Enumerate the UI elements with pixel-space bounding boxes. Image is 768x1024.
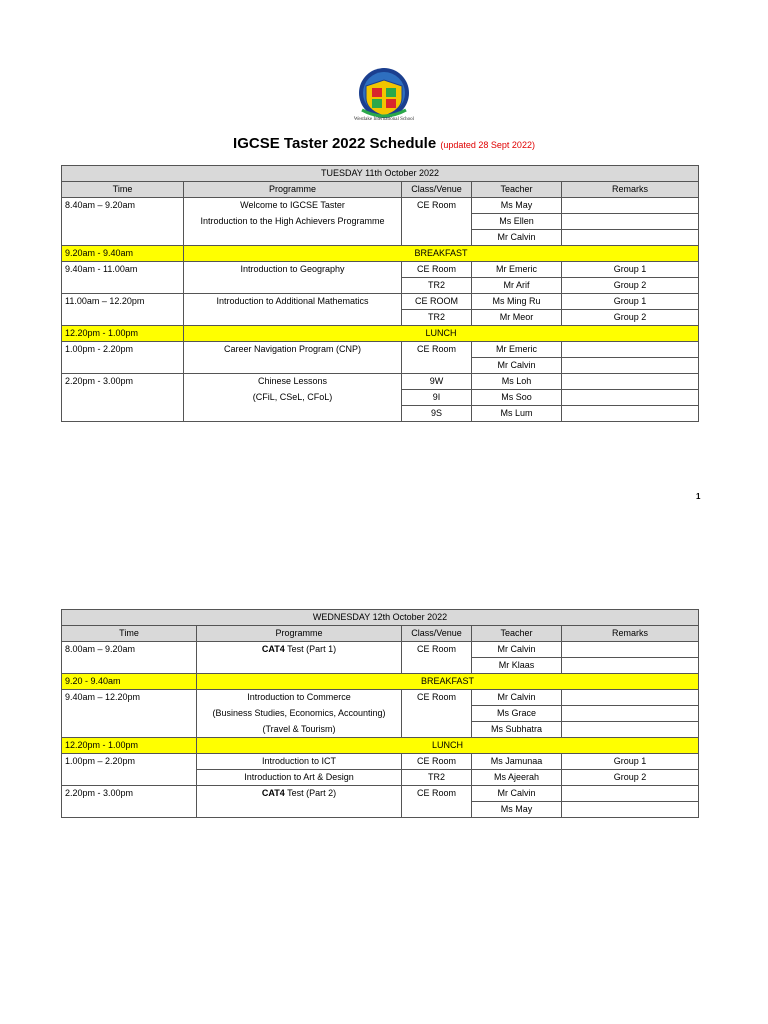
programme-cell: (CFiL, CSeL, CFoL) (184, 390, 402, 406)
day-header-row (62, 166, 699, 182)
teacher-cell: Ms Soo (472, 390, 562, 406)
col-venue: Class/Venue (402, 626, 472, 642)
remarks-cell (562, 230, 699, 246)
table-row (62, 374, 699, 390)
table-row (62, 690, 699, 706)
time-cell: 2.20pm - 3.00pm (62, 786, 197, 818)
col-remarks: Remarks (562, 626, 699, 642)
col-teacher: Teacher (472, 182, 562, 198)
programme-cell: Introduction to ICT (197, 754, 402, 770)
programme-cell: Introduction to Additional Mathematics (184, 294, 402, 326)
remarks-cell (562, 374, 699, 390)
programme-cell: Career Navigation Program (CNP) (184, 342, 402, 374)
teacher-cell: Mr Calvin (472, 230, 562, 246)
teacher-cell: Ms Subhatra (472, 722, 562, 738)
remarks-cell: Group 2 (562, 310, 699, 326)
remarks-cell (562, 690, 699, 706)
teacher-cell: Mr Meor (472, 310, 562, 326)
remarks-cell (562, 722, 699, 738)
table-row (62, 262, 699, 278)
teacher-cell: Mr Klaas (472, 658, 562, 674)
break-label: LUNCH (197, 738, 699, 754)
teacher-cell: Mr Arif (472, 278, 562, 294)
venue-cell: CE Room (402, 262, 472, 278)
remarks-cell (562, 786, 699, 802)
table-row (62, 294, 699, 310)
teacher-cell: Mr Calvin (472, 642, 562, 658)
remarks-cell (562, 406, 699, 422)
programme-cell: (Business Studies, Economics, Accounting) (197, 706, 402, 722)
time-cell: 12.20pm - 1.00pm (62, 738, 197, 754)
remarks-cell (562, 198, 699, 214)
day-header-row (62, 610, 699, 626)
time-cell: 9.40am - 11.00am (62, 262, 184, 294)
page-number: 1 (696, 492, 701, 501)
teacher-cell: Mr Calvin (472, 358, 562, 374)
programme-bold: CAT4 (261, 788, 285, 798)
venue-cell: CE Room (402, 786, 472, 818)
school-name: Westlake International School (353, 117, 415, 122)
programme-cell (197, 786, 402, 818)
venue-cell: 9I (402, 390, 472, 406)
col-time: Time (62, 626, 197, 642)
col-teacher: Teacher (472, 626, 562, 642)
time-cell: 1.00pm - 2.20pm (62, 342, 184, 374)
time-cell: 2.20pm - 3.00pm (62, 374, 184, 422)
col-time: Time (62, 182, 184, 198)
wednesday-schedule-table (61, 609, 699, 818)
remarks-cell: Group 1 (562, 294, 699, 310)
programme-cell (197, 642, 402, 674)
time-cell: 9.20 - 9.40am (62, 674, 197, 690)
remarks-cell: Group 1 (562, 262, 699, 278)
remarks-cell (562, 390, 699, 406)
teacher-cell: Mr Emeric (472, 262, 562, 278)
tuesday-schedule-table (61, 165, 699, 422)
remarks-cell (562, 642, 699, 658)
remarks-cell: Group 2 (562, 770, 699, 786)
programme-cell: Introduction to the High Achievers Programme (184, 214, 402, 230)
table-row (62, 342, 699, 358)
time-cell: 9.40am – 12.20pm (62, 690, 197, 738)
remarks-cell: Group 1 (562, 754, 699, 770)
table-row (62, 642, 699, 658)
break-label: BREAKFAST (184, 246, 699, 262)
remarks-cell (562, 214, 699, 230)
remarks-cell (562, 802, 699, 818)
teacher-cell: Mr Calvin (472, 690, 562, 706)
time-cell: 8.40am – 9.20am (62, 198, 184, 246)
venue-cell: 9W (402, 374, 472, 390)
teacher-cell: Ms Lum (472, 406, 562, 422)
col-remarks: Remarks (562, 182, 699, 198)
break-row (62, 674, 699, 690)
programme-rest: Test (Part 1) (284, 644, 337, 654)
programme-cell: Welcome to IGCSE Taster (184, 198, 402, 214)
programme-cell (184, 230, 402, 246)
remarks-cell (562, 358, 699, 374)
table-row (62, 786, 699, 802)
teacher-cell: Ms May (472, 802, 562, 818)
programme-bold: CAT4 (261, 644, 285, 654)
programme-cell: Introduction to Commerce (197, 690, 402, 706)
break-row (62, 246, 699, 262)
teacher-cell: Ms Ajeerah (472, 770, 562, 786)
break-row (62, 326, 699, 342)
title-text: IGCSE Taster 2022 Schedule (233, 135, 437, 152)
venue-cell: TR2 (402, 310, 472, 326)
programme-rest: Test (Part 2) (284, 788, 337, 798)
col-programme: Programme (197, 626, 402, 642)
venue-cell: CE Room (402, 690, 472, 738)
venue-cell: TR2 (402, 278, 472, 294)
programme-cell: Introduction to Geography (184, 262, 402, 294)
col-programme: Programme (184, 182, 402, 198)
venue-cell: CE Room (402, 754, 472, 770)
day-label: WEDNESDAY 12th October 2022 (62, 610, 699, 626)
teacher-cell: Ms Loh (472, 374, 562, 390)
time-cell: 8.00am – 9.20am (62, 642, 197, 674)
remarks-cell (562, 342, 699, 358)
day-label: TUESDAY 11th October 2022 (62, 166, 699, 182)
venue-cell: CE ROOM (402, 294, 472, 310)
table-row (62, 198, 699, 214)
venue-cell: CE Room (402, 342, 472, 374)
remarks-cell (562, 706, 699, 722)
programme-cell: (Travel & Tourism) (197, 722, 402, 738)
teacher-cell: Ms Jamunaa (472, 754, 562, 770)
column-header-row (62, 626, 699, 642)
table-row (62, 754, 699, 770)
break-label: BREAKFAST (197, 674, 699, 690)
teacher-cell: Mr Calvin (472, 786, 562, 802)
time-cell: 9.20am - 9.40am (62, 246, 184, 262)
column-header-row (62, 182, 699, 198)
teacher-cell: Mr Emeric (472, 342, 562, 358)
teacher-cell: Ms Grace (472, 706, 562, 722)
school-logo (354, 66, 414, 124)
teacher-cell: Ms May (472, 198, 562, 214)
venue-cell: 9S (402, 406, 472, 422)
col-venue: Class/Venue (402, 182, 472, 198)
programme-cell: Chinese Lessons (184, 374, 402, 390)
venue-cell: TR2 (402, 770, 472, 786)
programme-cell: Introduction to Art & Design (197, 770, 402, 786)
time-cell: 12.20pm - 1.00pm (62, 326, 184, 342)
teacher-cell: Ms Ellen (472, 214, 562, 230)
venue-cell: CE Room (402, 642, 472, 674)
remarks-cell: Group 2 (562, 278, 699, 294)
programme-cell (184, 406, 402, 422)
time-cell: 1.00pm – 2.20pm (62, 754, 197, 786)
page-title (0, 135, 768, 152)
break-label: LUNCH (184, 326, 699, 342)
remarks-cell (562, 658, 699, 674)
time-cell: 11.00am – 12.20pm (62, 294, 184, 326)
venue-cell: CE Room (402, 198, 472, 246)
break-row (62, 738, 699, 754)
updated-note: (updated 28 Sept 2022) (440, 140, 535, 150)
teacher-cell: Ms Ming Ru (472, 294, 562, 310)
